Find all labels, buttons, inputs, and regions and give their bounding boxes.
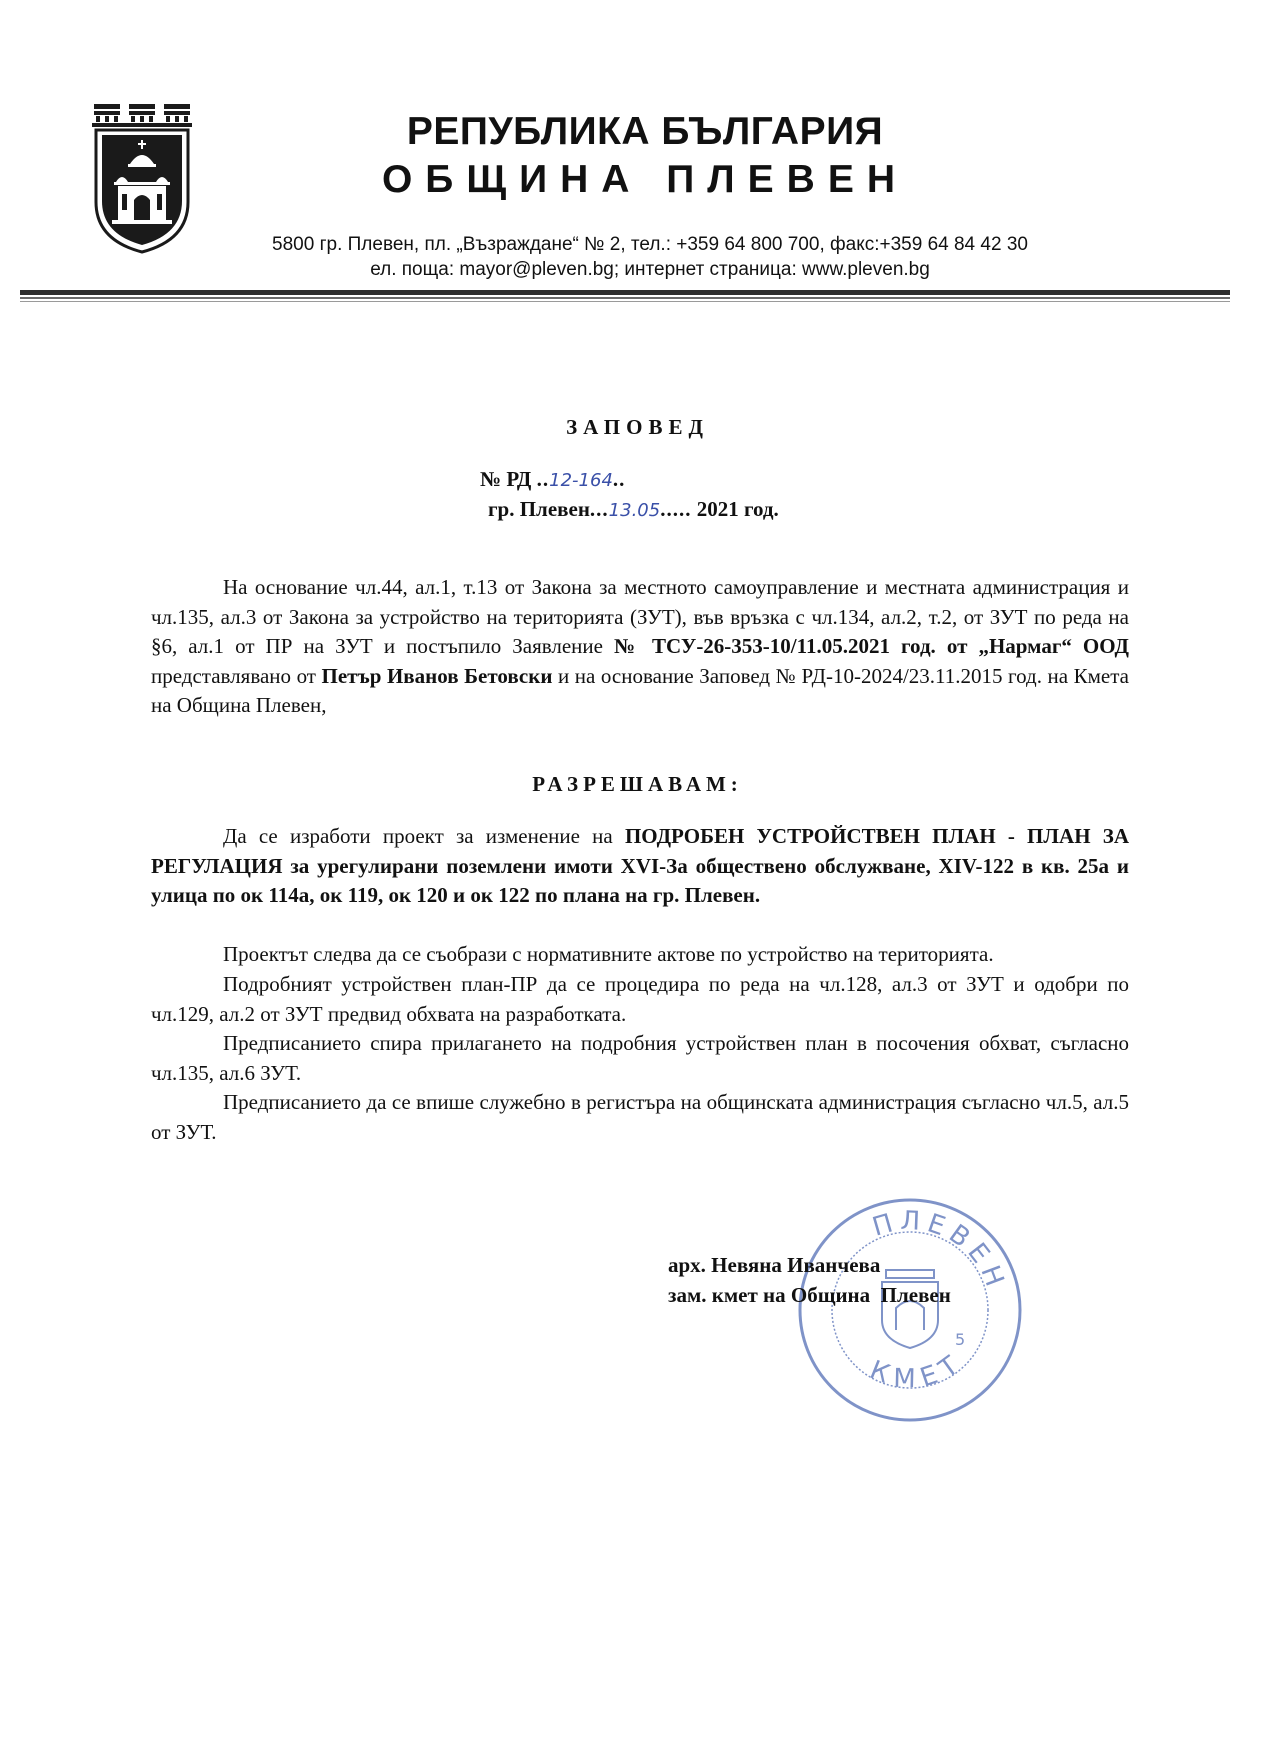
order-number-handwritten: 12-164 (549, 470, 613, 491)
decision-text: Да се изработи проект за изменение на (223, 824, 625, 848)
signatory-title: зам. кмет на Община Плевен (668, 1283, 951, 1307)
paragraph-3: Предписанието спира прилагането на подробния устройствен план в посочения обхват, съгласно чл.135, ал.6 ЗУТ. (151, 1031, 1129, 1085)
order-date-handwritten: 13.05 (608, 500, 661, 521)
order-number-prefix: № РД (480, 467, 537, 491)
decision-paragraph (151, 822, 1129, 911)
paragraph-1: Проектът следва да се съобрази с нормативните актове по устройство на територията. (223, 942, 994, 966)
order-title: ЗАПОВЕД (566, 415, 709, 439)
order-date: гр. Плевен...13.05..... 2021 год. (488, 497, 779, 521)
order-date-prefix: гр. Плевен (488, 497, 590, 521)
header-divider-hair (20, 301, 1230, 302)
stamp-bottom-text: КМЕТ (865, 1346, 971, 1395)
signatory-name: арх. Невяна Иванчева (668, 1253, 881, 1277)
preamble-text-3: и на основание Заповед № РД-10-2024/23.11.2015 год. на Кмета на Община Плевен, (151, 663, 1130, 717)
stamp-number: 5 (955, 1330, 966, 1349)
stamp-top-text: ПЛЕВЕН (869, 1205, 1012, 1296)
decision-plan-subject: ПОДРОБЕН УСТРОЙСТВЕН ПЛАН - ПЛАН ЗА РЕГУЛАЦИЯ за урегулирани поземлени имоти XVI-За обществено обслужване, XIV-122 в кв. 25а и улица по ок 114а, ок 119, ок 120 и ок 122 по плана на гр. Плевен. (151, 824, 1129, 907)
preamble-text-1: На основание чл.44, ал.1, т.13 от Закона за местното самоуправление и местната администрация и чл.135, ал.3 от Закона за устройство на територията (ЗУТ), във връзка с чл.134, ал.2, т.2, от ЗУТ по реда на §6, ал.1 от ПР на ЗУТ и постъпило Заявление (151, 575, 1129, 658)
preamble-text-2: представлявано от (151, 663, 322, 688)
contact-web-line: ел. поща: mayor@pleven.bg; интернет страница: www.pleven.bg (370, 259, 930, 280)
header-divider-thin (20, 297, 1230, 299)
representative-name: Петър Иванов Бетовски (321, 663, 553, 688)
svg-text:КМЕТ (866, 1346, 971, 1394)
order-number: № РД ..12-164.. (480, 467, 626, 491)
paragraph-4: Предписанието да се впише служебно в регистъра на общинската администрация съгласно чл.5, ал.5 от ЗУТ. (151, 1090, 1129, 1144)
header-country: РЕПУБЛИКА БЪЛГАРИЯ (406, 110, 884, 153)
decision-heading: РАЗРЕШАВАМ: (532, 772, 743, 796)
header-municipality: ОБЩИНА ПЛЕВЕН (381, 158, 909, 201)
paragraph-2: Подробният устройствен план-ПР да се процедира по реда на чл.128, ал.3 от ЗУТ и одобри по чл.129, ал.2 от ЗУТ предвид обхвата на разработката. (151, 972, 1129, 1026)
header-divider (20, 290, 1230, 295)
order-date-suffix: 2021 год. (691, 497, 779, 521)
header-contact (220, 232, 1080, 282)
preamble-paragraph (151, 573, 1129, 721)
municipality-stamp (790, 1190, 1030, 1430)
application-reference: № ТСУ-26-353-10/11.05.2021 год. от „Нармаг“ ООД (614, 634, 1129, 658)
contact-address-line: 5800 гр. Плевен, пл. „Възраждане“ № 2, тел.: +359 64 800 700, факс:+359 64 84 42 30 (272, 234, 1028, 255)
municipality-crest-logo (92, 102, 192, 254)
